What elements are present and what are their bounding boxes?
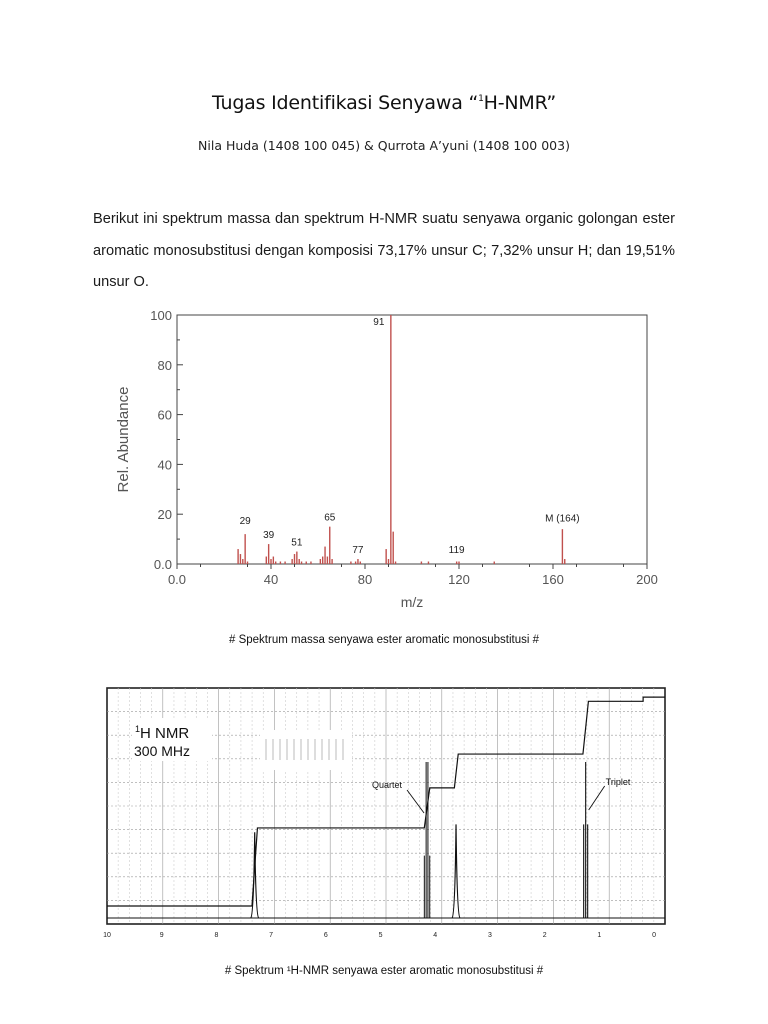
triplet-label: Triplet	[605, 777, 631, 787]
nmr-tick-label: 4	[433, 932, 438, 939]
nmr-tick-label: 7	[269, 932, 274, 939]
peak-label: 39	[263, 529, 275, 541]
x-tick-label: 40	[263, 572, 279, 587]
x-tick-label: 80	[357, 572, 373, 587]
peak-label: 77	[352, 544, 364, 556]
quartet-label: Quartet	[372, 780, 403, 790]
title-prefix: Tugas Identifikasi Senyawa “	[211, 92, 479, 114]
nmr-tick-label: 3	[487, 932, 492, 939]
y-tick-label: 0.0	[153, 557, 172, 572]
nmr-tick-label: 1	[597, 932, 602, 939]
y-tick-label: 40	[157, 457, 172, 473]
nmr-tick-label: 0	[652, 932, 657, 939]
nmr-title-sup: 1	[135, 724, 141, 734]
nmr-tick-label: 5	[378, 932, 383, 939]
x-axis-title: m/z	[400, 594, 424, 610]
y-tick-label: 100	[150, 308, 172, 323]
intro-paragraph: Berikut ini spektrum massa dan spektrum H-NMR suatu senyawa organic golongan ester aromatic monosubstitusi dengan komposisi 73,17% unsur C; 7,32% unsur H; dan 19,51% unsur O.	[93, 211, 675, 290]
nmr-spectrum-caption: # Spektrum ¹H-NMR senyawa ester aromatic monosubstitusi #	[224, 965, 544, 977]
y-tick-label: 20	[157, 507, 172, 523]
nmr-tick-label: 6	[323, 932, 328, 939]
expansion-inset	[260, 730, 352, 770]
nmr-title-line2: 300 MHz	[134, 743, 191, 759]
x-tick-label: 120	[448, 572, 470, 587]
y-tick-label: 80	[157, 357, 172, 373]
document-title	[0, 92, 768, 114]
mass-spectrum-caption: # Spektrum massa senyawa ester aromatic monosubstitusi #	[229, 634, 539, 646]
peak-label: 29	[239, 516, 251, 528]
nmr-tick-label: 10	[103, 932, 111, 939]
x-tick-label: 160	[542, 572, 564, 587]
nmr-spectrum-chart	[100, 683, 670, 963]
y-axis-title: Rel. Abundance	[115, 386, 132, 493]
title-superscript: 1	[478, 94, 484, 104]
peak-label: 119	[448, 544, 465, 556]
title-suffix: H-NMR”	[483, 92, 557, 114]
y-tick-label: 60	[157, 407, 172, 423]
nmr-tick-label: 9	[159, 932, 164, 939]
mass-spectrum-chart	[100, 298, 660, 628]
x-tick-label: 0.0	[167, 572, 187, 587]
nmr-title-text: H NMR	[140, 725, 190, 742]
peak-label: 91	[373, 316, 385, 328]
authors-line: Nila Huda (1408 100 045) & Qurrota A’yuni (1408 100 003)	[198, 138, 570, 153]
nmr-tick-label: 2	[542, 932, 547, 939]
peak-label: M (164)	[545, 513, 580, 525]
peak-label: 51	[291, 537, 303, 549]
nmr-tick-label: 8	[214, 932, 219, 939]
nmr-title-line1	[135, 724, 189, 742]
x-tick-label: 200	[636, 572, 658, 587]
peak-label: 65	[324, 512, 336, 524]
